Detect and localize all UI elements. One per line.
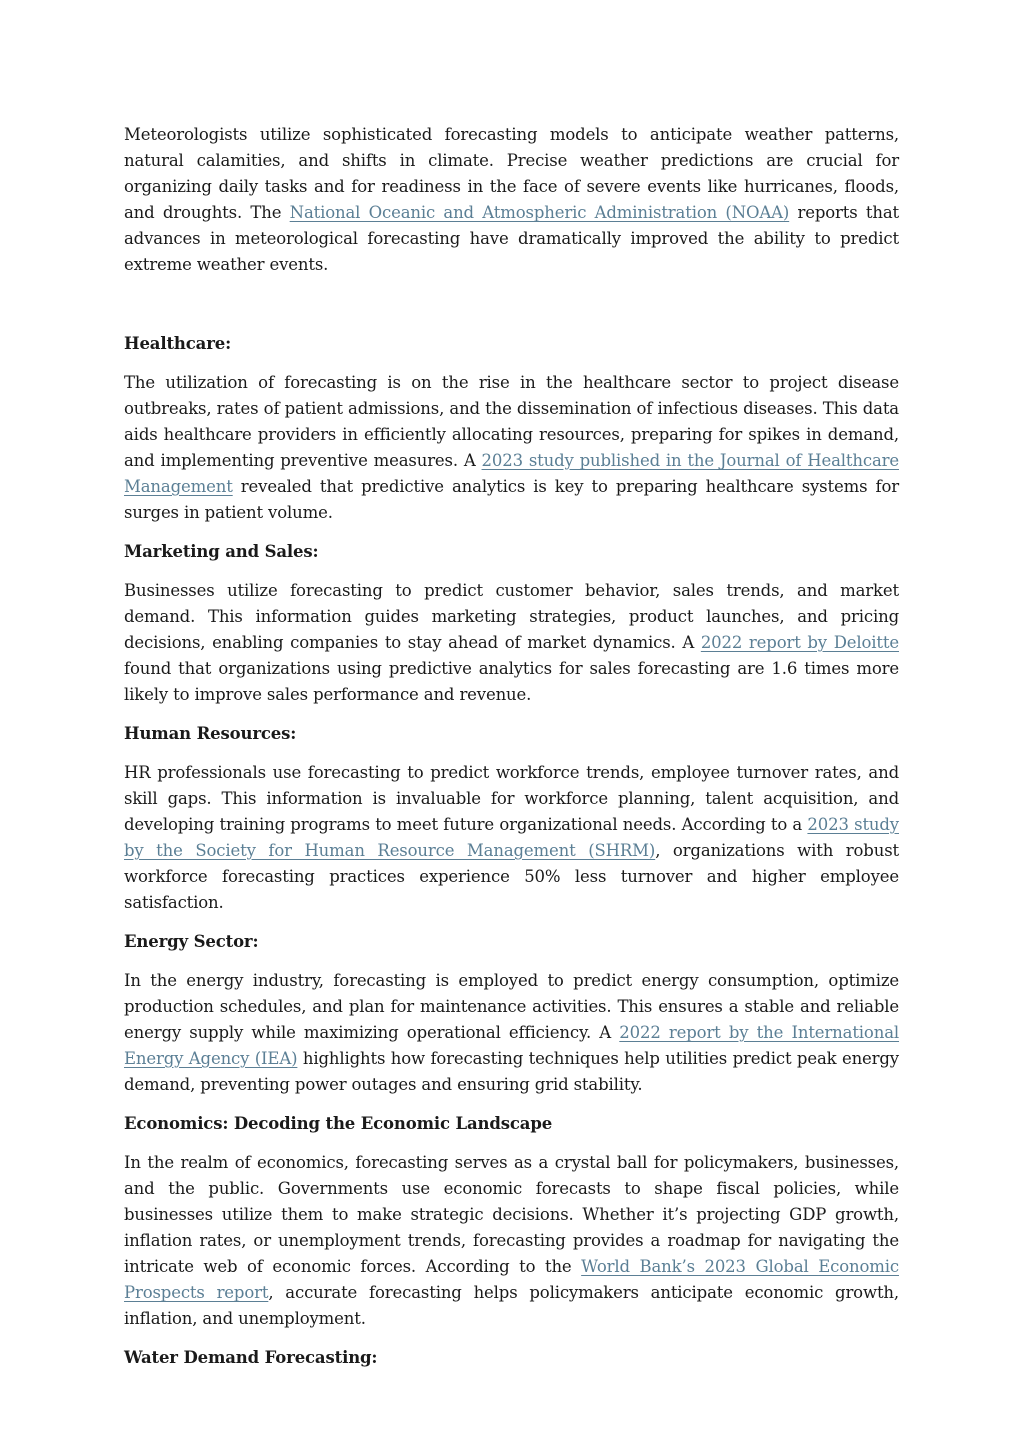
text-run: HR professionals use forecasting to predict workforce trends, employee turnover rates, and skill gaps. This information is invaluable for workforce planning, talent acquisition, and developing training programs to meet future organizational needs. According to a: [124, 763, 899, 834]
heading-marketing-sales: Marketing and Sales:: [124, 542, 319, 561]
world-bank-report-link[interactable]: World Bank’s 2023 Global Economic Prospects report: [124, 1257, 899, 1302]
marketing-paragraph: [124, 578, 899, 708]
text-run: , organizations with robust workforce forecasting practices experience 50% less turnover and higher employee satisfaction.: [124, 841, 899, 912]
text-run: In the energy industry, forecasting is employed to predict energy consumption, optimize production schedules, and plan for maintenance activities. This ensures a stable and reliable energy supply while maximizing operational efficiency. A: [124, 971, 899, 1042]
text-run: , accurate forecasting helps policymakers anticipate economic growth, inflation, and unemployment.: [124, 1283, 899, 1328]
text-run: Businesses utilize forecasting to predict customer behavior, sales trends, and market demand. This information guides marketing strategies, product launches, and pricing decisions, enabling companies to stay ahead of market dynamics. A: [124, 581, 899, 652]
heading-water-demand: Water Demand Forecasting:: [124, 1348, 378, 1367]
healthcare-study-link[interactable]: 2023 study published in the Journal of Healthcare Management: [124, 451, 899, 496]
iea-report-link[interactable]: 2022 report by the International Energy Agency (IEA): [124, 1023, 900, 1068]
energy-paragraph: [124, 968, 899, 1098]
text-run: highlights how forecasting techniques help utilities predict peak energy demand, preventing power outages and ensuring grid stability.: [124, 1049, 899, 1094]
noaa-link[interactable]: National Oceanic and Atmospheric Administration (NOAA): [289, 203, 790, 222]
deloitte-report-link[interactable]: 2022 report by Deloitte: [700, 633, 899, 652]
text-run: The utilization of forecasting is on the rise in the healthcare sector to project disease outbreaks, rates of patient admissions, and the dissemination of infectious diseases. This data aids healthcare providers in efficiently allocating resources, preparing for spikes in demand, and implementing preventive measures. A: [124, 373, 899, 470]
heading-economics: Economics: Decoding the Economic Landscape: [124, 1114, 553, 1133]
heading-energy-sector: Energy Sector:: [124, 932, 259, 951]
text-run: In the realm of economics, forecasting serves as a crystal ball for policymakers, businesses, and the public. Governments use economic forecasts to shape fiscal policies, while businesses utilize them to make strategic decisions. Whether it’s projecting GDP growth, inflation rates, or unemployment trends, forecasting provides a roadmap for navigating the intricate web of economic forces. According to the: [124, 1153, 899, 1276]
heading-human-resources: Human Resources:: [124, 724, 297, 743]
heading-healthcare: Healthcare:: [124, 334, 232, 353]
text-run: Meteorologists utilize sophisticated forecasting models to anticipate weather patterns, natural calamities, and shifts in climate. Precise weather predictions are crucial for organizing daily tasks and for readiness in the face of severe events like hurricanes, floods, and droughts. The: [124, 125, 899, 222]
shrm-study-link[interactable]: 2023 study by the Society for Human Resource Management (SHRM): [124, 815, 899, 860]
economics-paragraph: [124, 1150, 899, 1332]
text-run: revealed that predictive analytics is key to preparing healthcare systems for surges in patient volume.: [124, 477, 899, 522]
healthcare-paragraph: [124, 370, 899, 526]
text-run: reports that advances in meteorological forecasting have dramatically improved the ability to predict extreme weather events.: [124, 203, 900, 274]
hr-paragraph: [124, 760, 899, 916]
text-run: found that organizations using predictive analytics for sales forecasting are 1.6 times more likely to improve sales performance and revenue.: [124, 659, 899, 704]
intro-paragraph: [124, 122, 899, 278]
